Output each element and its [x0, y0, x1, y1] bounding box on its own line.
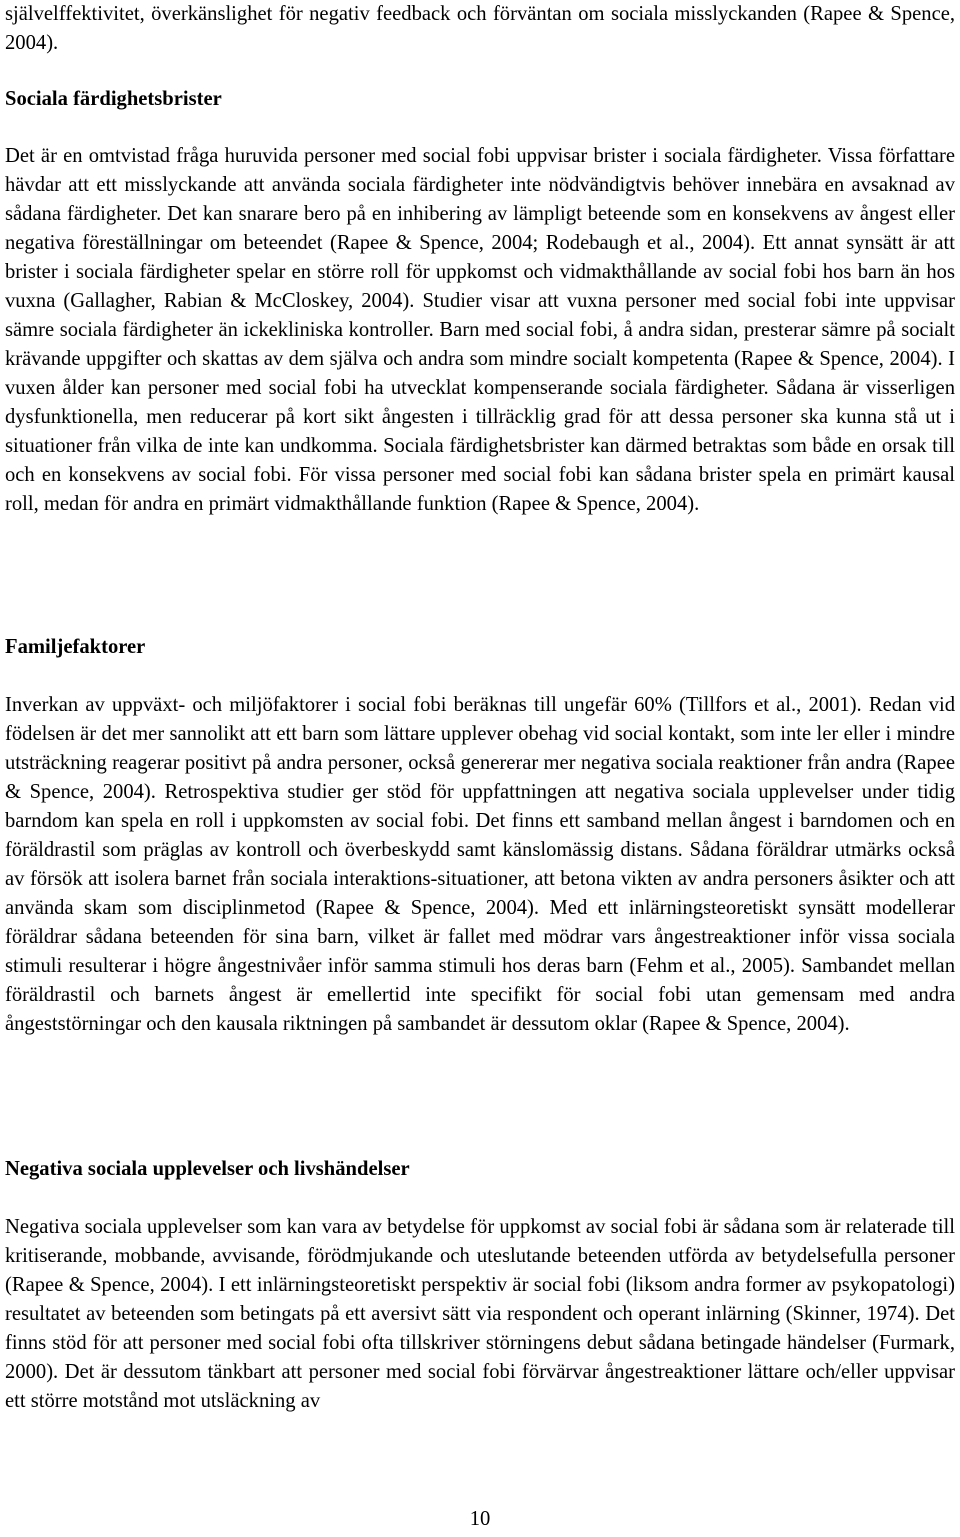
section-heading-family-factors: Familjefaktorer — [5, 636, 146, 658]
section-heading-negative-experiences: Negativa sociala upplevelser och livshändelser — [5, 1158, 410, 1180]
section-body-family-factors: Inverkan av uppväxt- och miljöfaktorer i social fobi beräknas till ungefär 60% (Tillfors et al., 2001). Redan vid födelsen är det mer sannolikt att ett barn som lättare upplever obehag vid social kontakt, som inte ler eller i mindre utsträckning reagerar positivt på andra personer, också genererar mer negativa sociala reaktioner från andra (Rapee & Spence, 2004). Retrospektiva studier ger stöd för uppfattningen att negativa sociala upplevelser under tidig barndom kan spela en roll i uppkomsten av social fobi. Det finns ett samband mellan ångest i barndomen och en föräldrastil som präglas av kontroll och överbeskydd samt känslomässig distans. Sådana föräldrar utmärks också av försök att isolera barnet från sociala interaktions-situationer, att betona vikten av andra personers åsikter och att använda skam som disciplinmetod (Rapee & Spence, 2004). Med ett inlärningsteoretiskt synsätt modellerar föräldrar sådana beteenden för sina barn, vilket är fallet med mödrar vars ångestreaktioner inför vissa sociala stimuli resulterar i högre ångestnivåer inför samma stimuli hos deras barn (Fehm et al., 2005). Sambandet mellan föräldrastil och barnets ångest är emellertid inte specifikt för social fobi utan gemensam med andra ångeststörningar och den kausala riktningen på sambandet är dessutom oklar (Rapee & Spence, 2004). — [5, 694, 955, 1035]
section-body-negative-experiences: Negativa sociala upplevelser som kan vara av betydelse för uppkomst av social fobi är sådana som är relaterade till kritiserande, mobbande, avvisande, förödmjukande och uteslutande beteenden utförda av betydelsefulla personer (Rapee & Spence, 2004). I ett inlärningsteoretiskt perspektiv är social fobi (liksom andra former av psykopatologi) resultatet av beteenden som betingats på ett aversivt sätt via respondent och operant inlärning (Skinner, 1974). Det finns stöd för att personer med social fobi ofta tillskriver störningens debut sådana betingade händelser (Furmark, 2000). Det är dessutom tänkbart att personer med social fobi förvärvar ångestreaktioner lättare och/eller uppvisar ett större motstånd mot utsläckning av — [5, 1216, 955, 1412]
section-heading-social-skills: Sociala färdighetsbrister — [5, 88, 222, 110]
section-body-social-skills: Det är en omtvistad fråga huruvida personer med social fobi uppvisar brister i sociala färdigheter. Vissa författare hävdar att ett misslyckande att använda sociala färdigheter inte nödvändigtvis behöver innebära en avsaknad av sådana färdigheter. Det kan snarare bero på en inhibering av lämpligt beteende som en konsekvens av ångest eller negativa föreställningar om beteendet (Rapee & Spence, 2004; Rodebaugh et al., 2004). Ett annat synsätt är att brister i sociala färdigheter spelar en större roll för uppkomst och vidmakthållande av social fobi hos barn än hos vuxna (Gallagher, Rabian & McCloskey, 2004). Studier visar att vuxna personer med social fobi inte uppvisar sämre sociala färdigheter än ickekliniska kontroller. Barn med social fobi, å andra sidan, presterar sämre på socialt krävande uppgifter och skattas av dem själva och andra som mindre socialt kompetenta (Rapee & Spence, 2004). I vuxen ålder kan personer med social fobi ha utvecklat kompenserande sociala färdigheter. Sådana är visserligen dysfunktionella, men reducerar på kort sikt ångesten i tillräcklig grad för att dessa personer ska kunna stå ut i situationer från vilka de inte kan undkomma. Sociala färdighetsbrister kan därmed betraktas som både en orsak till och en konsekvens av social fobi. För vissa personer med social fobi kan sådana brister spela en primärt kausal roll, medan för andra en primärt vidmakthållande funktion (Rapee & Spence, 2004). — [5, 145, 955, 515]
page-number: 10 — [469, 1508, 491, 1530]
intro-paragraph: självelffektivitet, överkänslighet för negativ feedback och förväntan om sociala misslyckanden (Rapee & Spence, 2004). — [5, 3, 955, 54]
